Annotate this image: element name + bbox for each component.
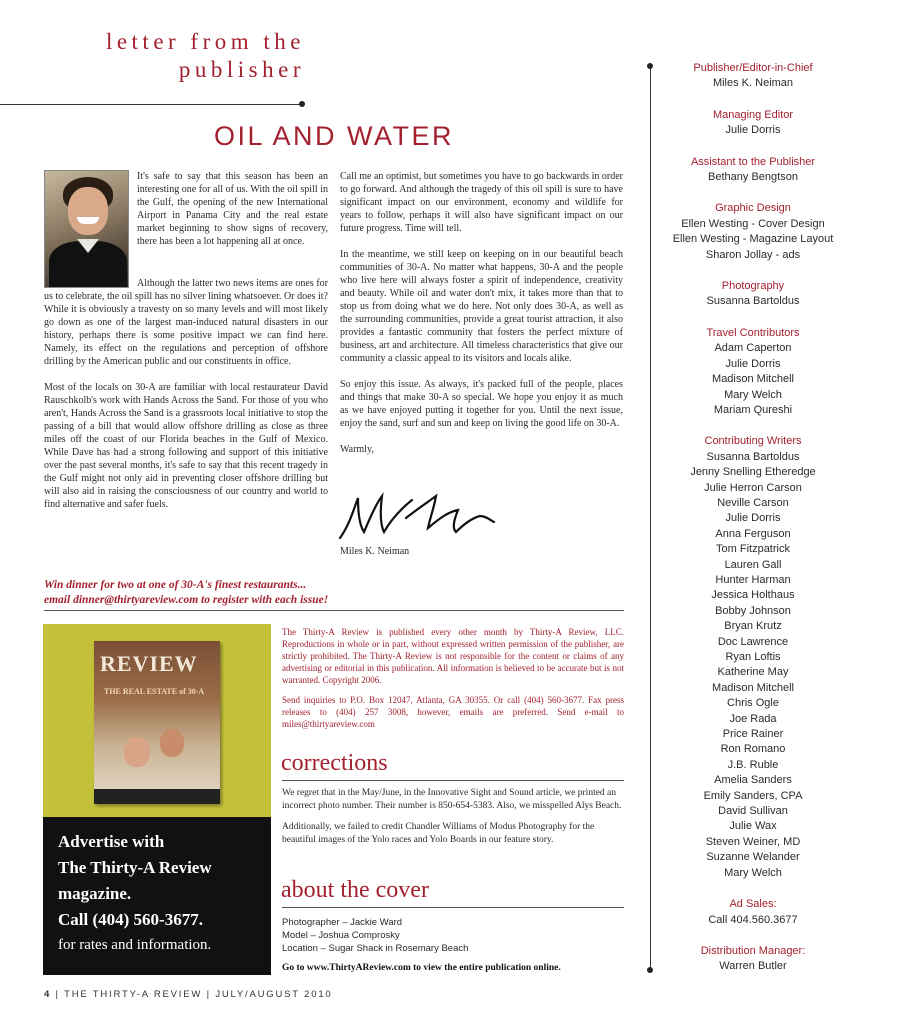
letter-paragraph: So enjoy this issue. As always, it's packed full of the people, places and things that make 30-A so special. We hope you enjoy it as much as we have enjoyed putting it together for you. Until the next issue, enjoy the sand, surf and sun and keep on living the good life on 30-A. [340, 379, 623, 429]
masthead [660, 61, 846, 991]
cover-credit: Model – Joshua Comprosky [282, 930, 400, 941]
masthead-name: Emily Sanders, CPA [703, 789, 803, 802]
signoff-name: Miles K. Neiman [340, 546, 410, 557]
masthead-name: Mary Welch [724, 866, 782, 879]
masthead-divider-dot [647, 63, 653, 69]
letter-col1-top [137, 170, 328, 261]
masthead-group [660, 897, 846, 928]
masthead-divider-dot [647, 967, 653, 973]
masthead-name: Ellen Westing - Cover Design [681, 217, 825, 230]
masthead-role: Travel Contributors [706, 326, 800, 339]
kicker-line-1: letter from the [105, 29, 305, 54]
promo-line-2: email dinner@thirtyareview.com to register with each issue! [44, 594, 329, 606]
masthead-name: Warren Butler [719, 960, 787, 973]
corrections-paragraph: We regret that in the May/June, in the Innovative Sight and Sound article, we printed an incorrect photo number. Their number is 850-654-5383. Also, we misspelled Alys Beach. [282, 788, 622, 811]
ad-cover-panel [43, 624, 271, 817]
letter-paragraph: Call me an optimist, but sometimes you have to go backwards in order to go forward. And although the tragedy of this oil spill is sure to have significant impact on our environment, economy and wildlife for years to follow, perhaps it will also have significant impact on our future progress. Time will tell. [340, 171, 623, 234]
masthead-name: Julie Wax [729, 820, 777, 833]
masthead-group [660, 326, 846, 418]
masthead-name: Sharon Jollay - ads [705, 248, 801, 261]
ad-phone: Call (404) 560-3677. [58, 910, 203, 929]
promo-line-1: Win dinner for two at one of 30-A's finest restaurants... [44, 579, 307, 591]
publisher-notice [282, 626, 624, 738]
masthead-name: Call 404.560.3677 [708, 913, 798, 926]
website-link[interactable]: Go to www.ThirtyAReview.com to view the entire publication online. [282, 963, 561, 973]
masthead-name: Lauren Gall [724, 558, 782, 571]
corrections-paragraph: Additionally, we failed to credit Chandler Williams of Modus Photography for the beautiful images of the Yolo races and Yolo Boards in our feature story. [282, 822, 595, 845]
masthead-name: Amelia Sanders [714, 774, 792, 787]
page-footer [44, 989, 332, 1000]
masthead-group [660, 279, 846, 310]
letter-paragraph: It's safe to say that this season has been an interesting one for all of us. With the oil spill in the Gulf, the opening of the new International Airport in Panama City and the real estate market beginning to show signs of recovery, there has been a lot happening all at once. [137, 171, 328, 247]
masthead-name: David Sullivan [718, 805, 788, 818]
masthead-name: Doc Lawrence [717, 635, 789, 648]
headline: OIL AND WATER [213, 121, 455, 151]
masthead-role: Contributing Writers [704, 435, 802, 448]
letter-paragraph: Although the latter two news items are ones for us to celebrate, the oil spill has no silver lining whatsoever. Or does it? While it is obviously a travesty on so many levels and will most likely go down as one of the largest man-induced natural disasters in our history, perhaps there is some positive impact we can find here. Namely, its effect on the regulations and perception of offshore drilling by the American public and our constituents in office. [44, 278, 328, 367]
masthead-divider [650, 66, 651, 970]
about-cover-title: about the cover [281, 877, 429, 903]
masthead-name: Julie Dorris [725, 124, 781, 137]
masthead-name: Susanna Bartoldus [706, 295, 800, 308]
ad-line: Advertise with [58, 832, 165, 851]
masthead-group [660, 201, 846, 263]
notice-paragraph: Send inquiries to P.O. Box 12047, Atlanta, GA 30355. Or call (404) 560-3677. Fax press releases to (404) 257 3008, however, emails are preferred. Send e-mail to miles@thirtyareview.com [282, 695, 624, 729]
masthead-name: Bethany Bengtson [708, 171, 798, 184]
masthead-name: Julie Dorris [725, 512, 781, 525]
issue-date: JULY/AUGUST 2010 [215, 989, 333, 1000]
masthead-name: Susanna Bartoldus [706, 450, 800, 463]
masthead-name: Neville Carson [717, 496, 789, 509]
promo-divider [44, 610, 624, 611]
kicker-line-2: publisher [178, 57, 305, 82]
kicker-divider [0, 104, 302, 105]
masthead-role: Ad Sales: [729, 898, 777, 911]
masthead-group [660, 108, 846, 139]
publication-name: THE THIRTY-A REVIEW [64, 989, 203, 1000]
cover-credit: Photographer – Jackie Ward [282, 917, 403, 928]
masthead-group [660, 61, 846, 92]
masthead-group [660, 434, 846, 881]
kicker-divider-dot [299, 101, 305, 107]
magazine-subtitle: THE REAL ESTATE of 30-A [104, 687, 205, 696]
footer-separator: | [55, 989, 60, 1000]
masthead-name: Bobby Johnson [715, 604, 791, 617]
masthead-name: Mariam Qureshi [713, 403, 793, 416]
corrections-divider [282, 780, 624, 781]
masthead-name: Madison Mitchell [712, 681, 794, 694]
corrections-title: corrections [281, 750, 388, 776]
masthead-group [660, 155, 846, 186]
cover-credit: Location – Sugar Shack in Rosemary Beach [282, 943, 469, 954]
masthead-name: Julie Herron Carson [704, 481, 802, 494]
magazine-cover-image [94, 641, 220, 804]
masthead-role: Managing Editor [712, 108, 794, 121]
masthead-name: Bryan Krutz [724, 620, 782, 633]
letter-paragraph: In the meantime, we still keep on keeping on in our beautiful beach communities of 30-A. No matter what happens, 30-A and the people who live here will always foster a spirit of independence, creativity and beauty. While oil and water don't mix, it takes more than that to stop us from doing what we do here. Not only does 30-A, as well as the surrounding communities, provide a great tourist attraction, it also provides a fantastic community that fosters the perfect mixture of business, art and architecture. All timeless characteristics that give our community a classic appeal to its visitors and locals alike. [340, 249, 623, 364]
masthead-name: Steven Weiner, MD [705, 835, 801, 848]
advertisement[interactable] [43, 624, 271, 975]
masthead-name: Miles K. Neiman [712, 77, 794, 90]
masthead-name: Hunter Harman [715, 573, 791, 586]
masthead-role: Assistant to the Publisher [690, 155, 816, 168]
section-kicker [60, 28, 305, 84]
masthead-role: Distribution Manager: [700, 944, 806, 957]
footer-separator: | [206, 989, 211, 1000]
masthead-name: Tom Fitzpatrick [716, 543, 790, 556]
about-cover-credits [282, 916, 624, 955]
masthead-name: Chris Ogle [727, 697, 779, 710]
magazine-title: REVIEW [100, 651, 198, 676]
masthead-name: Suzanne Welander [706, 851, 800, 864]
masthead-name: Ellen Westing - Magazine Layout [672, 233, 834, 246]
ad-text-panel [43, 817, 271, 975]
masthead-name: Katherine May [717, 666, 789, 679]
letter-closing: Warmly, [340, 444, 374, 455]
masthead-name: J.B. Ruble [727, 758, 779, 771]
signature [336, 488, 506, 546]
masthead-name: Madison Mitchell [712, 373, 794, 386]
masthead-name: Joe Rada [729, 712, 777, 725]
masthead-name: Ryan Loftis [725, 651, 781, 663]
letter-col2 [340, 170, 623, 469]
masthead-name: Jenny Snelling Etheredge [690, 466, 816, 479]
ad-line: for rates and information. [58, 937, 212, 953]
masthead-name: Anna Ferguson [715, 527, 791, 540]
corrections-body [282, 787, 624, 855]
masthead-group [660, 944, 846, 975]
masthead-name: Julie Dorris [725, 357, 781, 370]
about-cover-divider [282, 907, 624, 908]
masthead-name: Ron Romano [720, 743, 786, 756]
masthead-name: Adam Caperton [714, 342, 792, 355]
ad-line: The Thirty-A Review [58, 858, 212, 877]
masthead-name: Mary Welch [724, 388, 782, 401]
letter-col1 [44, 277, 328, 524]
masthead-name: Jessica Holthaus [711, 589, 795, 602]
promo-banner [44, 578, 624, 608]
page-number: 4 [44, 989, 52, 1000]
notice-paragraph: The Thirty-A Review is published every other month by Thirty-A Review, LLC. Reproductions in whole or in part, without expressed written permission of the publisher, are strictly prohibited. The Thirty-A Review is not responsible for the content or claims of any advertising or editorial in this publication. All information is believed to be accurate but is not warranted. Copyright 2006. [282, 627, 624, 685]
publisher-photo [44, 170, 129, 288]
letter-paragraph: Most of the locals on 30-A are familiar with local restaurateur David Rauschkolb's work with Hands Across the Sand. For those of you who aren't, Hands Across the Sand is a grassroots local initiative to stop the passing of a bill that would allow offshore drilling as close as three miles off the coast of our Florida beaches in the Gulf of Mexico. While Dave has had a strong following and support of this initiative over the past several months, it's safe to say that this recent tragedy in the Gulf might not only aid in preventing closer offshore drilling but will also aid in raising the consciousness of our country and world to find alternative and safer fuels. [44, 382, 328, 510]
ad-line: magazine. [58, 884, 132, 903]
masthead-role: Photography [721, 280, 785, 293]
masthead-name: Price Rainer [722, 728, 784, 741]
masthead-role: Graphic Design [715, 202, 791, 215]
masthead-role: Publisher/Editor-in-Chief [693, 62, 813, 74]
